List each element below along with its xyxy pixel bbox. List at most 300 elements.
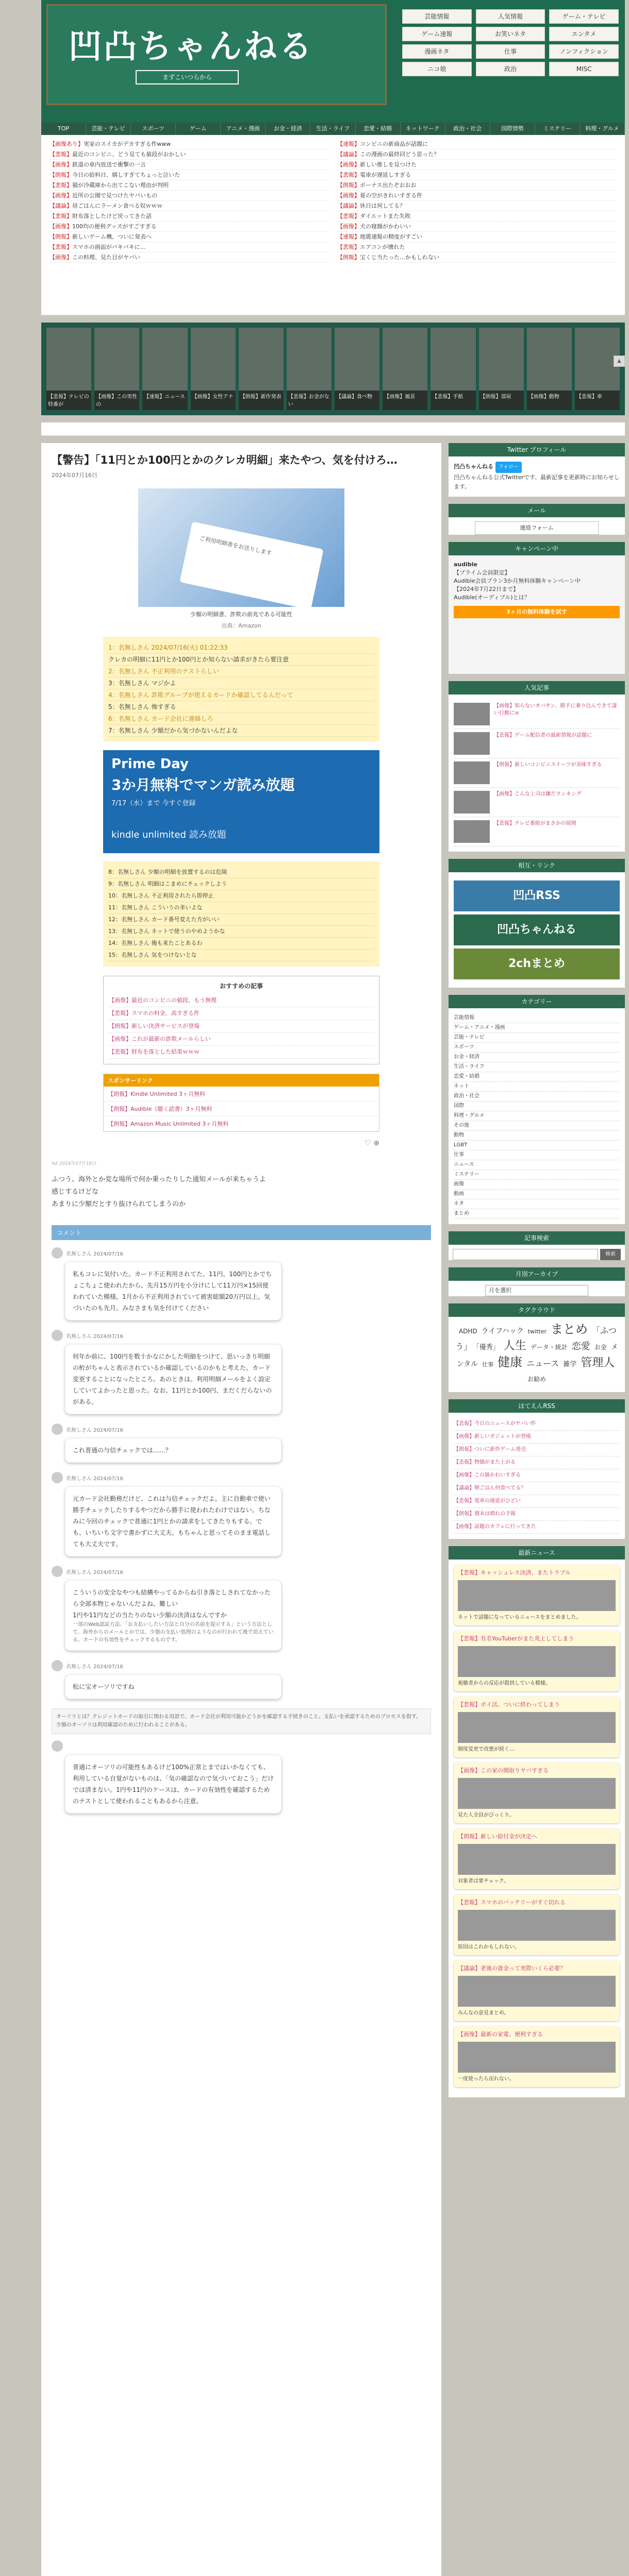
pickup-image xyxy=(458,1778,616,1809)
headline-text: 電車が遅延しすぎる xyxy=(360,172,411,178)
menu-item[interactable]: 政治・社会 xyxy=(445,123,490,135)
headline-item[interactable] xyxy=(337,252,617,263)
headline-item[interactable] xyxy=(337,232,617,242)
header-nav-button[interactable]: 漫画ネタ xyxy=(402,44,472,59)
audible-ad[interactable] xyxy=(449,555,625,674)
comment xyxy=(52,1472,431,1556)
ranking-widget xyxy=(449,681,625,852)
category-item[interactable]: 芸能・テレビ xyxy=(454,1033,620,1043)
avatar xyxy=(52,1740,63,1752)
headline-text: 夏の空がきれいすぎる件 xyxy=(360,192,422,199)
header-nav xyxy=(402,9,619,79)
ranking-title: 【悲報】テレビ番組がまさかの展開 xyxy=(494,821,576,826)
header-nav-button[interactable]: 仕事 xyxy=(476,44,545,59)
menu-item[interactable]: アニメ・漫画 xyxy=(221,123,266,135)
tag-link[interactable]: ニュース xyxy=(526,1359,559,1368)
comment-bubble xyxy=(65,1580,282,1651)
recommended-link[interactable]: 【悲報】財布を落とした結果ｗｗｗ xyxy=(109,1046,374,1059)
comment-bubble xyxy=(65,1344,282,1414)
tag-link[interactable]: ライフハック xyxy=(481,1327,524,1335)
global-menu xyxy=(41,123,625,135)
thumbnail-card[interactable] xyxy=(142,328,187,410)
thread-comment: 12：名無しさん カード番号変えた方がいい xyxy=(108,914,374,926)
headline-tag: 【朗報】 xyxy=(49,233,72,240)
tag-link[interactable]: twitter xyxy=(527,1328,547,1335)
headline-text: 宝くじ当たった…かもしれない xyxy=(360,254,439,261)
ad-spacer xyxy=(41,422,625,436)
header-nav-button[interactable]: 芸能情報 xyxy=(402,9,472,24)
thumbnail-title: 【画像】この男性の xyxy=(94,391,139,410)
pickup-text: 見た人全員がびっくり。 xyxy=(458,1812,515,1818)
headline-tag: 【悲報】 xyxy=(337,213,360,219)
article-image-text: ご利用明細書をお送りします xyxy=(179,521,323,609)
headline-text: 100均の便利グッズがすごすぎる xyxy=(72,223,157,230)
headline-tag: 【画像】 xyxy=(337,223,360,230)
thumbnail-strip xyxy=(41,323,625,415)
body-line: 感じするけどな xyxy=(52,1188,99,1196)
headline-tag: 【画像】 xyxy=(337,161,360,168)
category-item[interactable]: LGBT xyxy=(454,1141,620,1150)
comment-bubble xyxy=(65,1486,282,1556)
share-icons[interactable]: ♡ ⊕ xyxy=(365,1139,379,1147)
audible-line-2: Audible会員プラン3か月無料体験キャンペーン中 xyxy=(454,578,581,584)
comment-author: 名無しさん 2024/07/16 xyxy=(66,1664,123,1670)
thumbnail-card[interactable] xyxy=(479,328,524,410)
headline-tag: 【議論】 xyxy=(337,151,360,158)
headline-item[interactable] xyxy=(49,201,329,211)
audible-cta-button[interactable]: 3ヶ月の無料体験を試す xyxy=(454,606,620,618)
comment-bubble xyxy=(65,1262,282,1320)
recommended-link[interactable]: 【悲報】スマホの料金、高すぎる件 xyxy=(109,1007,374,1020)
category-item[interactable]: 国際 xyxy=(454,1101,620,1111)
pickup-image xyxy=(458,1976,616,2007)
sidebar xyxy=(449,443,625,2576)
pickup-text: 視聴者からの反応が殺到している模様。 xyxy=(458,1681,551,1686)
headline-tag: 【画像】 xyxy=(337,192,360,199)
headline-item[interactable] xyxy=(337,139,617,149)
comment-bubble: 普通にオーソリの可能性もあるけど100%正常とまではいかなくても、利用している自覚がないものは、「気の確認なので気づいておこう」だけでは済まない。1円や11円のケースは、カードの有効性を確認するためのテストとして使われることもあるから注意。 xyxy=(65,1755,282,1814)
ranking-item[interactable] xyxy=(454,729,620,758)
banner-widget xyxy=(449,859,625,988)
tag-link[interactable]: 管理人 xyxy=(581,1357,615,1369)
widget-title: 相互・リンク xyxy=(449,859,625,872)
logo-area xyxy=(46,4,387,105)
comment-author: 名無しさん 2024/07/16 xyxy=(66,1427,123,1433)
twitter-name: 凹凸ちゃんねる xyxy=(454,463,493,470)
header-nav-button[interactable]: 人気情報 xyxy=(476,9,545,24)
widget-title: カテゴリー xyxy=(449,995,625,1008)
avatar xyxy=(52,1566,63,1577)
thumbnail-card[interactable] xyxy=(287,328,332,410)
ranking-thumbnail xyxy=(454,791,490,814)
pr-link[interactable]: 【朗報】Kindle Unlimited 3ヶ月無料 xyxy=(104,1087,379,1101)
category-item[interactable]: 生活・ライフ xyxy=(454,1062,620,1072)
ad-line-3: 7/17（水）まで 今すぐ登録 xyxy=(111,800,196,807)
thumbnail-card[interactable] xyxy=(191,328,236,410)
comment-meta xyxy=(52,1740,431,1752)
thumbnail-card[interactable] xyxy=(575,328,620,410)
recommended-box xyxy=(103,976,379,1064)
comment xyxy=(52,1247,431,1320)
headline-text: 近所の公園で見つけたヤバいもの xyxy=(72,192,157,199)
menu-item[interactable]: お金・経済 xyxy=(266,123,310,135)
header-nav-row xyxy=(402,27,619,41)
pickup-widget xyxy=(449,1546,625,2097)
menu-item[interactable]: ネットワーク xyxy=(401,123,445,135)
rss-item[interactable]: 【朗報】週末は晴れの予報 xyxy=(454,1508,620,1521)
category-item[interactable]: まとめ xyxy=(454,1209,620,1219)
widget-title: メール xyxy=(449,504,625,517)
thread-comment: 14：名無しさん 俺も来たことあるわ xyxy=(108,938,374,950)
pickup-text: 一度使ったら戻れない。 xyxy=(458,2076,515,2082)
headline-tag: 【画像】 xyxy=(49,223,72,230)
logo-subtitle: まずこいつらから xyxy=(136,70,239,84)
pickup-title: 【悲報】キャッシュレス決済、またトラブル xyxy=(458,1569,571,1576)
rss-item[interactable]: 【画像】この猫かわいすぎる xyxy=(454,1469,620,1482)
recommended-link[interactable]: 【画像】これが最新の詐欺メールらしい xyxy=(109,1033,374,1046)
category-item[interactable]: 動物 xyxy=(454,1131,620,1141)
category-item[interactable]: ゲーム・アニメ・漫画 xyxy=(454,1023,620,1033)
header-nav-row xyxy=(402,9,619,24)
headline-text: 犬の寝顔がかわいい xyxy=(360,223,411,230)
menu-item[interactable]: 国際情勢 xyxy=(490,123,535,135)
thread-comment: 8：名無しさん 少額の明細を放置するのは危険 xyxy=(108,867,374,878)
headline-text: コンビニの新商品が話題に xyxy=(360,141,428,147)
pickup-card[interactable] xyxy=(454,1828,620,1889)
headline-text: 昼ごはんにラーメン食べる奴ｗｗｗ xyxy=(72,202,163,209)
rss-item[interactable]: 【悲報】電車の遅延がひどい xyxy=(454,1495,620,1508)
pickup-image xyxy=(458,1910,616,1941)
thumbnail-title: 【悲報】テレビの特番が xyxy=(46,391,91,410)
avatar xyxy=(52,1247,63,1259)
pr-link[interactable]: 【朗報】Audible（聴く読書）3ヶ月無料 xyxy=(104,1101,379,1116)
headline-item[interactable] xyxy=(337,222,617,232)
highlight-line: 3：名無しさん マジかよ xyxy=(108,677,374,689)
article-body xyxy=(52,1174,431,1211)
rss-item[interactable]: 【悲報】物価がまた上がる xyxy=(454,1456,620,1469)
thread-comment: 11：名無しさん こういうの多いよな xyxy=(108,902,374,914)
thumbnail-title: 【画像】動物 xyxy=(527,391,572,410)
menu-item[interactable]: ミステリー xyxy=(535,123,580,135)
tag-link[interactable]: 「優秀」 xyxy=(476,1344,500,1351)
rss-item[interactable]: 【画像】新しいガジェットが登場 xyxy=(454,1431,620,1444)
header-nav-row xyxy=(402,44,619,59)
highlight-line: 7：名無しさん 少額だから気づかないんだよな xyxy=(108,725,374,737)
recommended-title: おすすめの記事 xyxy=(219,982,263,990)
pickup-text: みんなの意見まとめ。 xyxy=(458,2010,509,2016)
menu-item[interactable]: ゲーム xyxy=(176,123,221,135)
headline-item[interactable] xyxy=(337,201,617,211)
tag-link[interactable]: まとめ xyxy=(551,1322,588,1336)
headline-item[interactable] xyxy=(49,232,329,242)
highlight-box xyxy=(103,637,379,742)
thumbnail-card[interactable] xyxy=(46,328,91,410)
comment-author: 名無しさん 2024/07/16 xyxy=(66,1476,123,1482)
comment-author: 名無しさん 2024/07/16 xyxy=(66,1333,123,1340)
ad-line-1: Prime Day xyxy=(111,756,189,772)
search-input[interactable] xyxy=(453,1249,598,1260)
headline-item[interactable] xyxy=(337,242,617,252)
tag-link[interactable]: お金 xyxy=(594,1344,607,1351)
headline-tag: 【議論】 xyxy=(49,202,72,209)
headline-item[interactable] xyxy=(49,211,329,222)
category-item[interactable]: 政治・社会 xyxy=(454,1092,620,1101)
body-line: ふつう、海外とか変な場所で何か乗ったりした通知メールが来ちゃうよ xyxy=(52,1176,266,1183)
comment-bubble xyxy=(65,1674,282,1699)
tag-link[interactable]: 仕事 xyxy=(482,1361,494,1368)
headline-tag: 【悲報】 xyxy=(337,244,360,250)
link-banner[interactable]: 凹凸RSS xyxy=(454,880,620,911)
tag-link[interactable]: メンタル xyxy=(456,1343,618,1368)
thumbnail-card[interactable] xyxy=(383,328,427,410)
headline-tag: 【画像あり】 xyxy=(49,141,84,147)
headline-item[interactable] xyxy=(337,160,617,170)
category-item[interactable]: その他 xyxy=(454,1121,620,1131)
comment xyxy=(52,1660,431,1699)
pickup-title: 【議論】老後の資金って実際いくら必要？ xyxy=(458,1965,566,1972)
tag-link[interactable]: お勧め xyxy=(527,1376,546,1383)
category-item[interactable]: 動画 xyxy=(454,1190,620,1199)
header-nav-button[interactable]: お笑いネタ xyxy=(476,27,545,41)
header-nav-button[interactable]: 政治 xyxy=(476,62,545,76)
thumbnail-card[interactable] xyxy=(431,328,475,410)
thumbnail-title: 【悲報】手紙 xyxy=(431,391,475,410)
audible-line-1: 【プライム会員限定】 xyxy=(454,569,510,576)
category-item[interactable]: 芸能情報 xyxy=(454,1013,620,1023)
menu-item[interactable]: 恋愛・結婚 xyxy=(356,123,401,135)
headline-text: この漫画の最終回どう思った？ xyxy=(360,151,439,158)
headline-item[interactable] xyxy=(49,191,329,201)
rss-widget xyxy=(449,1399,625,1539)
thread-comment: 13：名無しさん ネットで使うのやめようかな xyxy=(108,926,374,938)
twitter-widget xyxy=(449,443,625,497)
comment xyxy=(52,1740,431,1814)
pickup-card[interactable] xyxy=(454,1894,620,1955)
ranking-title: 【悲報】ゲーム配信者の最新情報が話題に xyxy=(494,733,592,738)
headline-item[interactable] xyxy=(337,191,617,201)
highlight-line: クレカの明細に11円とか100円とか知らない請求がきたら要注意 xyxy=(108,654,374,666)
comment-quote: 1円や11円などの当たりのない少額の決済はなんですか xyxy=(73,1612,227,1619)
audible-line-3: Audible(オーディブル)とは？ xyxy=(454,594,530,601)
category-item[interactable]: ネット xyxy=(454,1082,620,1092)
headline-item[interactable] xyxy=(49,139,329,149)
thumbnail-card[interactable] xyxy=(527,328,572,410)
article-date: 2024年07月16日 xyxy=(52,472,97,479)
ranking-item[interactable] xyxy=(454,700,620,729)
article-image xyxy=(138,488,344,607)
audible-logo: audible xyxy=(454,561,478,568)
pickup-title: 【悲報】有名YouTuberがまた炎上してしまう xyxy=(458,1635,574,1642)
tag-link[interactable]: 雑学 xyxy=(563,1361,577,1368)
tag-link[interactable]: 恋愛 xyxy=(571,1341,590,1352)
pickup-title: 【画像】最新の家電、便利すぎる xyxy=(458,2031,543,2038)
headline-item[interactable] xyxy=(49,180,329,191)
menu-item[interactable]: TOP xyxy=(41,123,86,135)
thumbnail-card[interactable] xyxy=(239,328,284,410)
pickup-title: 【画像】この家の間取りヤバすぎる xyxy=(458,1767,549,1774)
highlight-line: 1：名無しさん 2024/07/16(火) 01:22:33 xyxy=(108,642,374,654)
category-item[interactable]: ニュース xyxy=(454,1160,620,1170)
rss-item[interactable]: 【画像】話題のカフェに行ってきた xyxy=(454,1521,620,1534)
follow-button[interactable]: フォロー xyxy=(495,462,522,473)
avatar xyxy=(52,1330,63,1341)
pr-link[interactable]: 【朗報】Amazon Music Unlimited 3ヶ月無料 xyxy=(104,1116,379,1131)
headline-item[interactable] xyxy=(337,211,617,222)
ranking-thumbnail xyxy=(454,761,490,784)
category-item[interactable]: ネタ xyxy=(454,1199,620,1209)
menu-item[interactable]: 芸能・テレビ xyxy=(86,123,131,135)
header-nav-button[interactable]: エンタメ xyxy=(549,27,619,41)
header-nav-button[interactable]: MISC xyxy=(549,62,619,76)
headline-text: 最近のコンビニ、どう見ても値段がおかしい xyxy=(72,151,186,158)
headline-item[interactable] xyxy=(49,242,329,252)
archive-widget xyxy=(449,1267,625,1296)
headline-tag: 【朗報】 xyxy=(337,182,360,189)
headline-tag: 【悲報】 xyxy=(49,151,72,158)
tag-link[interactable]: 人生 xyxy=(503,1340,526,1352)
ad-note: Ad 2024年07月16日 xyxy=(52,1161,97,1166)
category-item[interactable]: 画像 xyxy=(454,1180,620,1190)
article xyxy=(41,443,441,2576)
category-item[interactable]: お金・経済 xyxy=(454,1053,620,1062)
headline-text: 実家のスイカがデカすぎる件www xyxy=(84,141,171,147)
comment-text: 私もコレに気付いた。カード不正利用されてた。11円、100円とかでちょこちょこ使われたから、先月15万円を小分けにして11万円×15回使われていた模様。1月から不正利用されていて被害総額20万円以上。気づいたのも先月。みなさまも気を付けてください xyxy=(73,1270,272,1312)
headline-text: この料理、見た目がヤバい xyxy=(72,254,140,261)
site-logo[interactable]: 凹凸ちゃんねる xyxy=(69,28,314,66)
menu-item[interactable]: スポーツ xyxy=(131,123,176,135)
pickup-card[interactable] xyxy=(454,2026,620,2087)
thumbnail-title: 【速報】ニュース xyxy=(142,391,187,410)
pickup-card[interactable] xyxy=(454,1762,620,1823)
comment-text: こういうの安全なやつも結構やってるからね引き落としされてなかったら全部本物じゃないんだよね、難しい xyxy=(73,1589,271,1607)
ranking-item[interactable] xyxy=(454,788,620,817)
recommended-link[interactable]: 【画像】最近のコンビニの値段、もう無理 xyxy=(109,994,374,1007)
kindle-ad[interactable] xyxy=(103,750,379,853)
highlight-line: 2：名無しさん 不正利用のテストらしい xyxy=(108,666,374,677)
headline-tag: 【速報】 xyxy=(337,233,360,240)
thumbnail-title: 【悲報】お金がない xyxy=(287,391,332,410)
thumbnail-card[interactable] xyxy=(94,328,139,410)
pickup-image xyxy=(458,1646,616,1677)
thumbnail-card[interactable] xyxy=(335,328,379,410)
link-banner[interactable]: 2chまとめ xyxy=(454,948,620,979)
comment-meta xyxy=(52,1423,431,1435)
ranking-title: 【朗報】新しいコンビニスイーツが美味すぎる xyxy=(494,762,602,768)
header-nav-button[interactable]: ゲーム・テレビ xyxy=(549,9,619,24)
avatar xyxy=(52,1423,63,1435)
headline-tag: 【悲報】 xyxy=(49,182,72,189)
headline-text: ボーナス出たぞおおお xyxy=(360,182,417,189)
headline-text: 今日の給料日、嬉しすぎてちょっと泣いた xyxy=(72,172,180,178)
comment-meta xyxy=(52,1472,431,1483)
headline-tag: 【画像】 xyxy=(49,161,72,168)
headline-list-right xyxy=(337,139,617,263)
tag-link[interactable]: データ・統計 xyxy=(530,1344,568,1351)
pickup-image xyxy=(458,1580,616,1611)
widget-title: 人気記事 xyxy=(449,681,625,694)
headline-text: 休日は何してる？ xyxy=(360,202,405,209)
header-nav-button[interactable]: ノンフィクション xyxy=(549,44,619,59)
search-button[interactable]: 検索 xyxy=(600,1249,621,1260)
headline-tag: 【速報】 xyxy=(337,141,360,147)
headline-item[interactable] xyxy=(337,149,617,160)
link-banner[interactable]: 凹凸ちゃんねる xyxy=(454,914,620,945)
menu-item[interactable]: 料理・グルメ xyxy=(580,123,625,135)
audible-date: 【2024年7月22日まで】 xyxy=(454,586,519,592)
headline-item[interactable] xyxy=(49,222,329,232)
headline-item[interactable] xyxy=(337,180,617,191)
widget-title: タグクラウド xyxy=(449,1303,625,1317)
rss-item[interactable]: 【朗報】ついに新作ゲーム発売 xyxy=(454,1444,620,1456)
headline-item[interactable] xyxy=(49,170,329,180)
menu-item[interactable]: 生活・ライフ xyxy=(310,123,355,135)
thumbnail-title: 【朗報】部屋 xyxy=(479,391,524,410)
comment-meta xyxy=(52,1660,431,1671)
category-item[interactable]: ミステリー xyxy=(454,1170,620,1180)
pickup-image xyxy=(458,1844,616,1875)
comment-author: 名無しさん 2024/07/16 xyxy=(66,1569,123,1575)
category-item[interactable]: 料理・グルメ xyxy=(454,1111,620,1121)
headline-text: 新しいゲーム機、ついに発表へ xyxy=(72,233,152,240)
tag-link[interactable]: ADHD xyxy=(458,1328,477,1335)
pickup-card[interactable] xyxy=(454,1565,620,1625)
header-nav-button[interactable]: ゲーム速報 xyxy=(402,27,472,41)
footnote: オーソリとは？クレジットカードの取引に関わる用語で、カード会社が利用可能かどうかを確認する手続きのこと。支払いを承認するためのプロセスを指す。少額のオーソリは利用確認のために行われることがある。 xyxy=(52,1708,431,1734)
pickup-card[interactable] xyxy=(454,1631,620,1691)
headline-item[interactable] xyxy=(49,252,329,263)
page-top-button[interactable]: ▲ xyxy=(614,355,625,367)
rss-item[interactable]: 【悲報】今日のニュースがヤバい件 xyxy=(454,1418,620,1431)
category-item[interactable]: スポーツ xyxy=(454,1043,620,1053)
image-source[interactable]: 出典：Amazon xyxy=(221,622,261,629)
headline-item[interactable] xyxy=(49,160,329,170)
highlight-line: 6：名無しさん カード会社に連絡しろ xyxy=(108,713,374,725)
ranking-item[interactable] xyxy=(454,817,620,846)
tag-link[interactable]: 健康 xyxy=(498,1355,523,1369)
contact-button[interactable]: 連絡フォーム xyxy=(475,521,599,535)
category-item[interactable]: 仕事 xyxy=(454,1150,620,1160)
comment-meta xyxy=(52,1566,431,1577)
rss-item[interactable]: 【議論】朝ごはん何食べてる？ xyxy=(454,1482,620,1495)
headline-item[interactable] xyxy=(49,149,329,160)
article-title: 【警告】「11円とか100円とかのクレカ明細」来たやつ、気を付けろ… xyxy=(52,454,398,466)
archive-select[interactable]: 月を選択 xyxy=(485,1285,588,1296)
widget-title: キャンペーン中 xyxy=(449,542,625,555)
headline-tag: 【悲報】 xyxy=(49,244,72,250)
pickup-image xyxy=(458,1712,616,1743)
headline-item[interactable] xyxy=(337,170,617,180)
headline-list-left xyxy=(49,139,329,263)
avatar xyxy=(52,1472,63,1483)
tag-link[interactable]: 「ふつう」 xyxy=(455,1326,617,1351)
header-nav-button[interactable]: ニコ娘 xyxy=(402,62,472,76)
widget-title: 記事検索 xyxy=(449,1231,625,1245)
category-item[interactable]: 恋愛・結婚 xyxy=(454,1072,620,1082)
headline-tag: 【議論】 xyxy=(337,202,360,209)
headline-tag: 【朗報】 xyxy=(49,172,72,178)
recommended-link[interactable]: 【朗報】新しい決済サービスが登場 xyxy=(109,1020,374,1033)
thumbnail-title: 【画像】女性アナ xyxy=(191,391,236,410)
thumbnail-title: 【画像】風景 xyxy=(383,391,427,410)
ranking-item[interactable] xyxy=(454,758,620,788)
ranking-thumbnail xyxy=(454,732,490,755)
headline-text: ダイエットまた失敗 xyxy=(360,213,411,219)
ranking-title: 【画像】知らないオバサン、勝手に乗り込んできて凄い行動にｗ xyxy=(494,703,617,716)
pickup-card[interactable] xyxy=(454,1960,620,2021)
pickup-card[interactable] xyxy=(454,1697,620,1757)
comment-meta xyxy=(52,1247,431,1259)
thread-comment: 9：名無しさん 明細はこまめにチェックしよう xyxy=(108,878,374,890)
